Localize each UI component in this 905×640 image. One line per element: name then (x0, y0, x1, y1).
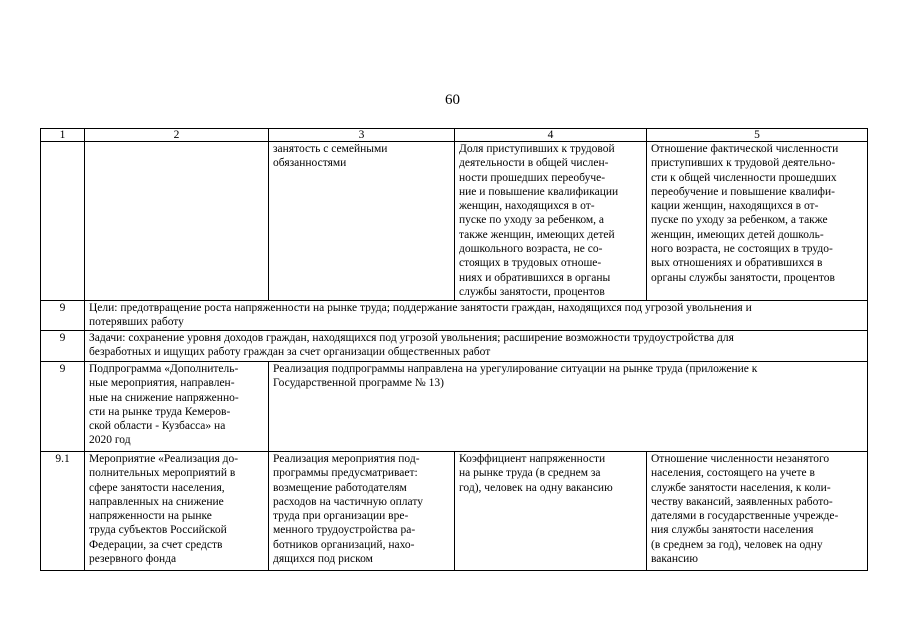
row-number: 9 (41, 301, 85, 331)
subprogram-description: Реализация подпрограммы направлена на урегулирование ситуации на рынке труда (приложение к Государственной программе № 13) (269, 362, 868, 452)
table-cell: Отношение фактической численности приступивших к трудовой деятельно- сти к общей численности прошедших переобучение и повышение квалифи- кации женщин, находящихся в от- пуске по уходу за ребенком, а также женщин, имеющих детей дошколь- ного возраста, не состоящих в трудо- вых отношениях и обратившихся в органы службы занятости, процентов (647, 142, 868, 301)
table-row (41, 362, 868, 452)
header-cell: 3 (269, 129, 455, 142)
table-row (41, 142, 868, 301)
tasks-text: Задачи: сохранение уровня доходов граждан, находящихся под угрозой увольнения; расширение возможности трудоустройства для безработных и ищущих работу граждан за счет организации общественных работ (85, 331, 868, 362)
row-number: 9.1 (41, 452, 85, 571)
row-number: 9 (41, 362, 85, 452)
header-cell: 4 (455, 129, 647, 142)
table-cell: Коэффициент напряженности на рынке труда (в среднем за год), человек на одну вакансию (455, 452, 647, 571)
table-row (41, 301, 868, 331)
goals-text: Цели: предотвращение роста напряженности на рынке труда; поддержание занятости граждан, находящихся под угрозой увольнения и потерявших работу (85, 301, 868, 331)
program-table (40, 128, 868, 571)
subprogram-name: Подпрограмма «Дополнитель- ные мероприятия, направлен- ные на снижение напряженно- сти на рынке труда Кемеров- ской области - Кузбасса» на 2020 год (85, 362, 269, 452)
table-row (41, 452, 868, 571)
table-row (41, 331, 868, 362)
empty-cell (85, 142, 269, 301)
header-cell: 1 (41, 129, 85, 142)
table-cell: Отношение численности незанятого населения, состоящего на учете в службе занятости населения, к коли- честву вакансий, заявленных работо- дателями в государственные учрежде- ния службы занятости населения (в среднем за год), человек на одну вакансию (647, 452, 868, 571)
table-cell: Мероприятие «Реализация до- полнительных мероприятий в сфере занятости населения, направленных на снижение напряженности на рынке труда субъектов Российской Федерации, за счет средств резервного фонда (85, 452, 269, 571)
table-header-row (41, 129, 868, 142)
header-cell: 2 (85, 129, 269, 142)
table-cell: занятость с семейными обязанностями (269, 142, 455, 301)
table-cell: Реализация мероприятия под- программы предусматривает: возмещение работодателям расходов на частичную оплату труда при организации вре- менного трудоустройства ра- ботников организаций, нахо- дящихся под риском (269, 452, 455, 571)
empty-cell (41, 142, 85, 301)
page-number: 60 (445, 92, 460, 108)
row-number: 9 (41, 331, 85, 362)
header-cell: 5 (647, 129, 868, 142)
table-cell: Доля приступивших к трудовой деятельности в общей числен- ности прошедших переобуче- ние и повышение квалификации женщин, находящихся в от- пуске по уходу за ребенком, а также женщин, имеющих детей дошкольного возраста, не со- стоящих в трудовых отноше- ниях и обратившихся в органы службы занятости, процентов (455, 142, 647, 301)
